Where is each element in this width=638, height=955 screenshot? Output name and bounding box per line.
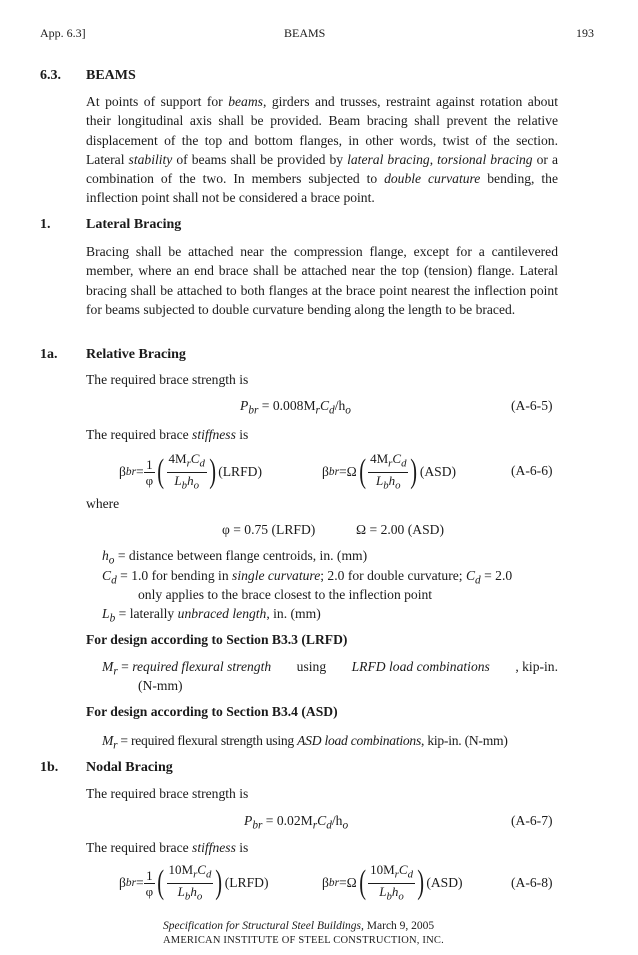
intro-text-run: stability <box>128 151 173 167</box>
intro-text-run: torsional bracing <box>437 151 533 167</box>
equation-a-6-6-lrfd: β br = $\frac{1}{\varphi}$ ( $\frac{4M_rC_d}{L_bh_o}$ ) (LRFD) <box>119 450 263 492</box>
page-number: 193 <box>576 26 594 40</box>
equation-a-6-8-asd: β br = Ω ( $\frac{10M_rC_d}{L_bh_o}$ ) (ASD) <box>322 861 463 903</box>
intro-text-run: bending, the inflection point shall not be considered a brace point. <box>86 171 558 206</box>
omega-factor: Ω = 2.00 (ASD) <box>356 522 445 537</box>
definition-ho: $h_o$ = distance between flange centroids, in. (mm) <box>102 548 368 567</box>
footer-publisher: AMERICAN INSTITUTE OF STEEL CONSTRUCTION, INC. <box>163 935 444 946</box>
equation-tag-a-6-8: (A-6-8) <box>511 875 553 890</box>
subsection-number-1: 1. <box>40 217 51 232</box>
intro-text-run: double curvature <box>384 171 481 187</box>
intro-text-run: of beams shall be provided by <box>172 151 348 167</box>
section-number: 6.3. <box>40 68 61 83</box>
nodal-stiffness-intro: The required brace stiffness is <box>86 840 249 855</box>
relative-strength-intro: The required brace strength is <box>86 372 249 387</box>
mr-lrfd-unit: (N-mm) <box>138 678 183 693</box>
definition-cd-continuation: only applies to the brace closest to the inflection point <box>138 587 433 602</box>
footer-citation: Specification for Structural Steel Buildings, March 9, 2005 <box>163 920 435 932</box>
subsection-title-lateral-bracing: Lateral Bracing <box>86 217 182 232</box>
running-header-left: App. 6.3] <box>40 26 86 40</box>
equation-a-6-8-lrfd: β br = $\frac{1}{\varphi}$ ( $\frac{10M_rC_d}{L_bh_o}$ ) (LRFD) <box>119 861 269 903</box>
asd-heading: For design according to Section B3.4 (ASD) <box>86 704 338 719</box>
subsection-number-1a: 1a. <box>40 347 58 362</box>
intro-text-run: or a combination of the two. In members subjected to <box>86 151 559 187</box>
subsection-title-relative-bracing: Relative Bracing <box>86 347 186 362</box>
section-intro-paragraph <box>86 92 558 208</box>
subsection-title-nodal-bracing: Nodal Bracing <box>86 760 173 775</box>
where-label: where <box>86 496 120 511</box>
running-header-title: BEAMS <box>284 26 326 40</box>
intro-text-run: At points of support for <box>86 94 229 109</box>
nodal-strength-intro: The required brace strength is <box>86 786 249 801</box>
relative-stiffness-intro: The required brace stiffness is <box>86 427 249 442</box>
subsection-number-1b: 1b. <box>40 760 59 775</box>
intro-text-run: lateral bracing <box>347 151 430 167</box>
equation-a-6-6-asd: β br = Ω ( $\frac{4M_rC_d}{L_bh_o}$ ) (ASD) <box>322 450 457 492</box>
lateral-bracing-paragraph: Bracing shall be attached near the compression flange, except for a cantilevered member, where an end brace shall be attached near the top (tension) flange. Lateral bracing shall be attached to both flanges at the brace point nearest the inflection point for beams subjected to double curvature bending along the length to be braced. <box>86 244 558 317</box>
phi-factor: φ = 0.75 (LRFD) <box>222 522 316 537</box>
equation-tag-a-6-5: (A-6-5) <box>511 398 553 413</box>
lrfd-heading: For design according to Section B3.3 (LRFD) <box>86 632 348 647</box>
mr-lrfd-definition: $M_r$ = required flexural strength using LRFD load combinations , kip-in. <box>102 659 558 678</box>
intro-text-run: , girders and trusses, restraint against rotation about their longitudinal axis shall be provided. Beam bracing shall prevent the relative displacement of the top and bottom flanges, in other words, twist of the section. Lateral <box>86 94 558 167</box>
mr-asd-definition: $M_r$ = required flexural strength using ASD load combinations, kip-in. (N-mm) <box>102 733 508 752</box>
equation-tag-a-6-6: (A-6-6) <box>511 463 553 478</box>
section-title: BEAMS <box>86 68 136 83</box>
intro-text-run: beams <box>228 94 263 109</box>
equation-a-6-5: $P_{br} = 0.008M_rC_d/h_o$ <box>240 398 351 417</box>
definition-lb: $L_b$ = laterally unbraced length, in. (mm) <box>102 606 321 625</box>
equation-a-6-7: $P_{br} = 0.02M_rC_d/h_o$ <box>244 813 349 832</box>
intro-text-run: , <box>429 151 438 167</box>
equation-tag-a-6-7: (A-6-7) <box>511 813 553 828</box>
definition-cd: $C_d = 1.0$ for bending in single curvature; 2.0 for double curvature; $C_d = 2.0$ <box>102 568 513 587</box>
